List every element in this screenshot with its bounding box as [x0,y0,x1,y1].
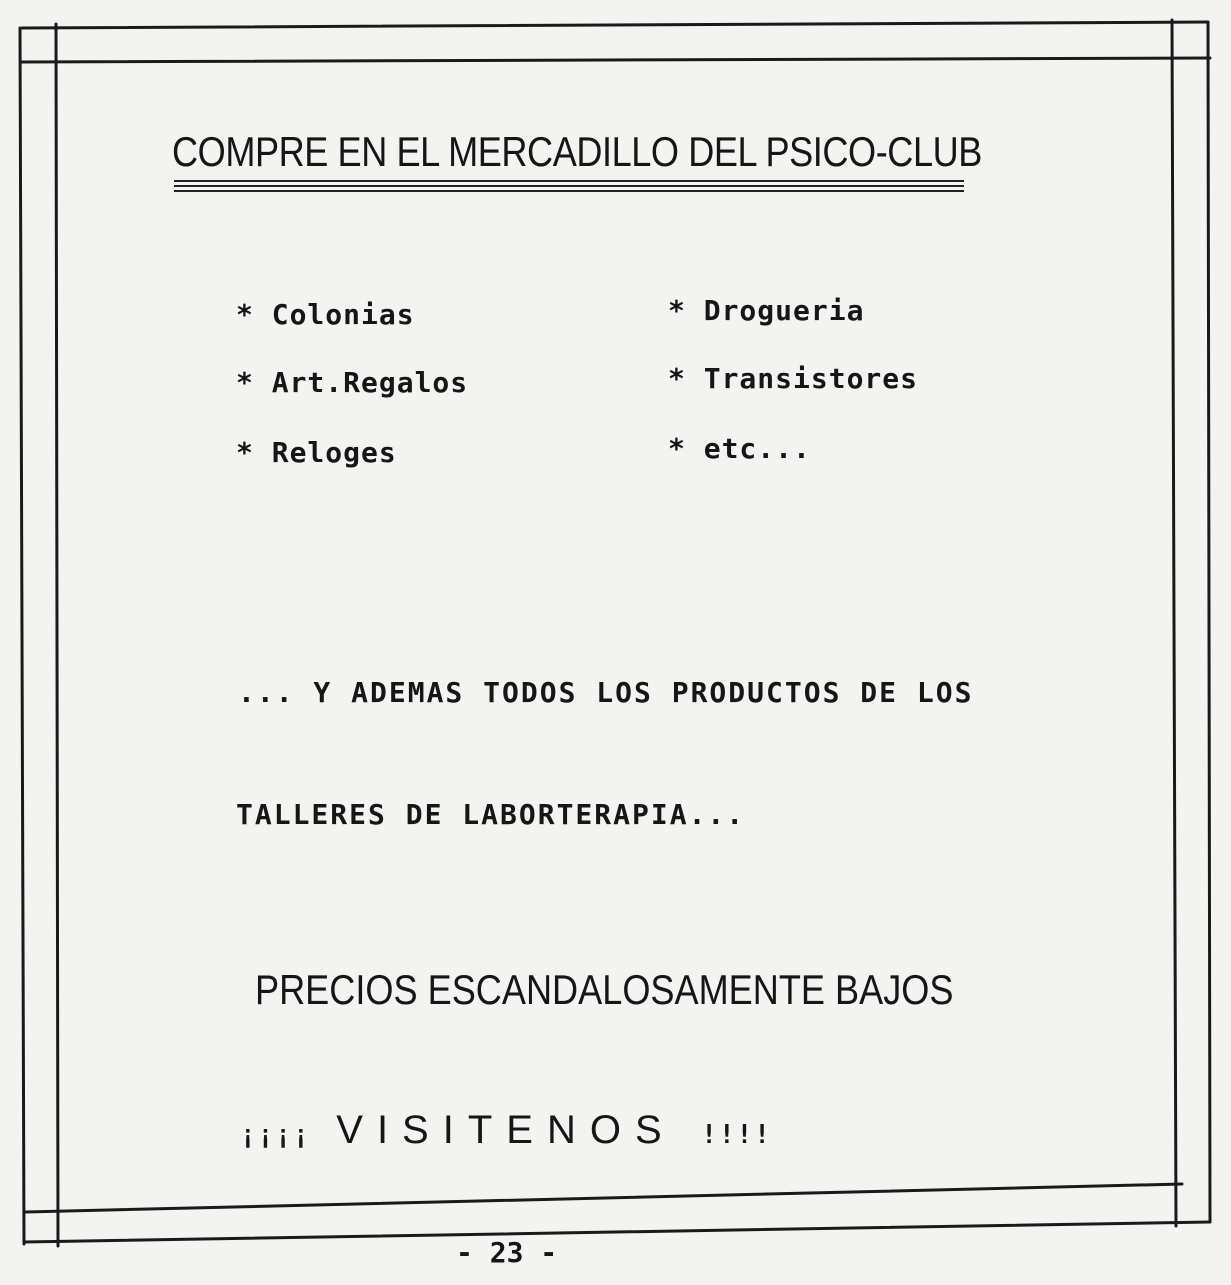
title-underline-1 [174,180,964,182]
visit-close-marks: !!!! [701,1120,772,1150]
product-item-art-regalos: * Art.Regalos [236,366,469,399]
ademas-line-2: TALLERES DE LABORTERAPIA... [236,798,746,831]
visit-open-marks: ¡¡¡¡ [240,1120,311,1150]
page-title: COMPRE EN EL MERCADILLO DEL PSICO-CLUB [172,128,982,175]
product-item-etc: * etc... [668,432,811,465]
product-item-colonias: * Colonias [236,298,415,331]
page-number: - 23 - [456,1236,558,1269]
title-underline-2 [174,185,964,187]
product-item-transistores: * Transistores [668,362,919,395]
visit-word: VISITENOS [336,1108,676,1152]
product-item-drogueria: * Drogueria [668,294,865,327]
title-underline-3 [174,190,964,192]
visit-line [240,1108,772,1153]
product-item-reloges: * Reloges [236,436,397,469]
ademas-line-1: ... Y ADEMAS TODOS LOS PRODUCTOS DE LOS [238,676,974,709]
precios-heading: PRECIOS ESCANDALOSAMENTE BAJOS [255,966,954,1013]
